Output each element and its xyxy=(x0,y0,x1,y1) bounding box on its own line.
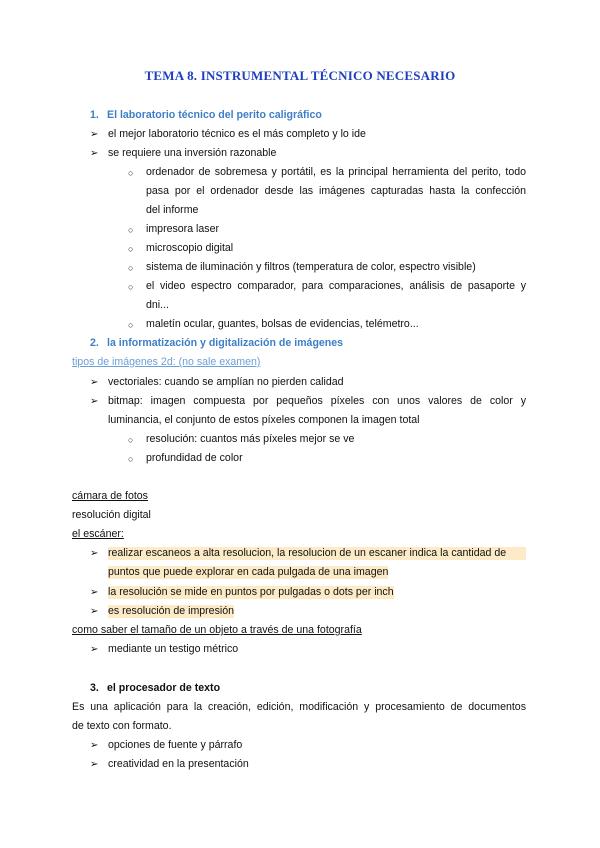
section-1-heading: El laboratorio técnico del perito caligráfico xyxy=(107,109,322,121)
testigo-metrico-bullet: mediante un testigo métrico xyxy=(108,643,239,655)
arrow-bullet-icon: ➢ xyxy=(90,644,99,655)
s1-bullet-1: el mejor laboratorio técnico es el más completo y lo ide xyxy=(108,128,366,140)
section-2-heading: la informatización y digitalización de imágenes xyxy=(107,337,344,349)
s1-sub-5-line-2: dni... xyxy=(146,299,169,311)
escaner-bullet-2: la resolución se mide en puntos por pulgadas o dots per inch xyxy=(108,586,394,598)
s2-bullet-bitmap-line-1: bitmap: imagen compuesta por pequeños píxeles con unos valores de color y xyxy=(108,395,526,407)
tamano-objeto-heading: como saber el tamaño de un objeto a través de una fotografía xyxy=(72,624,362,636)
document-title: TEMA 8. INSTRUMENTAL TÉCNICO NECESARIO xyxy=(144,68,456,83)
s3-paragraph-line-1: Es una aplicación para la creación, edición, modificación y procesamiento de documentos xyxy=(72,701,526,713)
arrow-bullet-icon: ➢ xyxy=(90,396,99,407)
s3-bullet-2: creatividad en la presentación xyxy=(108,758,249,770)
circle-bullet-icon: ○ xyxy=(128,282,134,292)
escaner-bullet-1-line-1: realizar escaneos a alta resolucion, la resolucion de un escaner indica la cantidad de xyxy=(108,547,526,560)
s1-sub-5-line-1: el video espectro comparador, para comparaciones, análisis de pasaporte y xyxy=(146,280,526,292)
arrow-bullet-icon: ➢ xyxy=(90,548,99,559)
image-types-link[interactable]: tipos de imágenes 2d: (no sale examen) xyxy=(72,356,261,368)
circle-bullet-icon: ○ xyxy=(128,435,134,445)
arrow-bullet-icon: ➢ xyxy=(90,377,99,388)
camara-heading: cámara de fotos xyxy=(72,490,148,502)
circle-bullet-icon: ○ xyxy=(128,225,134,235)
s1-sub-1-line-1: ordenador de sobremesa y portátil, es la principal herramienta del perito, todo xyxy=(146,166,526,178)
s1-sub-1-line-2: pasa por el ordenador desde las imágenes capturadas hasta la confección xyxy=(146,185,526,197)
section-3-heading: el procesador de texto xyxy=(107,682,221,694)
s2-bullet-vectoriales: vectoriales: cuando se amplían no pierden calidad xyxy=(108,376,344,388)
s1-bullet-2: se requiere una inversión razonable xyxy=(108,147,277,159)
arrow-bullet-icon: ➢ xyxy=(90,759,99,770)
s3-bullet-1: opciones de fuente y párrafo xyxy=(108,739,243,751)
s1-sub-2: impresora laser xyxy=(146,223,220,235)
s1-sub-1-line-3: del informe xyxy=(146,204,199,216)
section-3-number: 3. xyxy=(90,682,99,694)
section-2-number: 2. xyxy=(90,337,99,349)
circle-bullet-icon: ○ xyxy=(128,168,134,178)
arrow-bullet-icon: ➢ xyxy=(90,606,99,617)
s3-paragraph-line-2: de texto con formato. xyxy=(72,720,172,732)
arrow-bullet-icon: ➢ xyxy=(90,148,99,159)
circle-bullet-icon: ○ xyxy=(128,244,134,254)
escaner-heading: el escáner: xyxy=(72,528,124,540)
circle-bullet-icon: ○ xyxy=(128,320,134,330)
s1-sub-4: sistema de iluminación y filtros (temperatura de color, espectro visible) xyxy=(146,261,476,273)
escaner-bullet-1-line-2: puntos que puede explorar en cada pulgada de una imagen xyxy=(108,566,389,578)
s1-sub-3: microscopio digital xyxy=(146,242,234,254)
circle-bullet-icon: ○ xyxy=(128,263,134,273)
section-1-number: 1. xyxy=(90,109,99,121)
escaner-bullet-3: es resolución de impresión xyxy=(108,605,235,617)
s2-sub-resolucion: resolución: cuantos más píxeles mejor se ve xyxy=(146,433,355,445)
resolucion-digital: resolución digital xyxy=(72,509,151,521)
arrow-bullet-icon: ➢ xyxy=(90,587,99,598)
s1-sub-6: maletín ocular, guantes, bolsas de evidencias, telémetro... xyxy=(146,318,419,330)
s2-sub-profundidad: profundidad de color xyxy=(146,452,243,464)
s2-bullet-bitmap-line-2: luminancia, el conjunto de estos píxeles componen la imagen total xyxy=(108,414,420,426)
arrow-bullet-icon: ➢ xyxy=(90,740,99,751)
circle-bullet-icon: ○ xyxy=(128,454,134,464)
arrow-bullet-icon: ➢ xyxy=(90,129,99,140)
